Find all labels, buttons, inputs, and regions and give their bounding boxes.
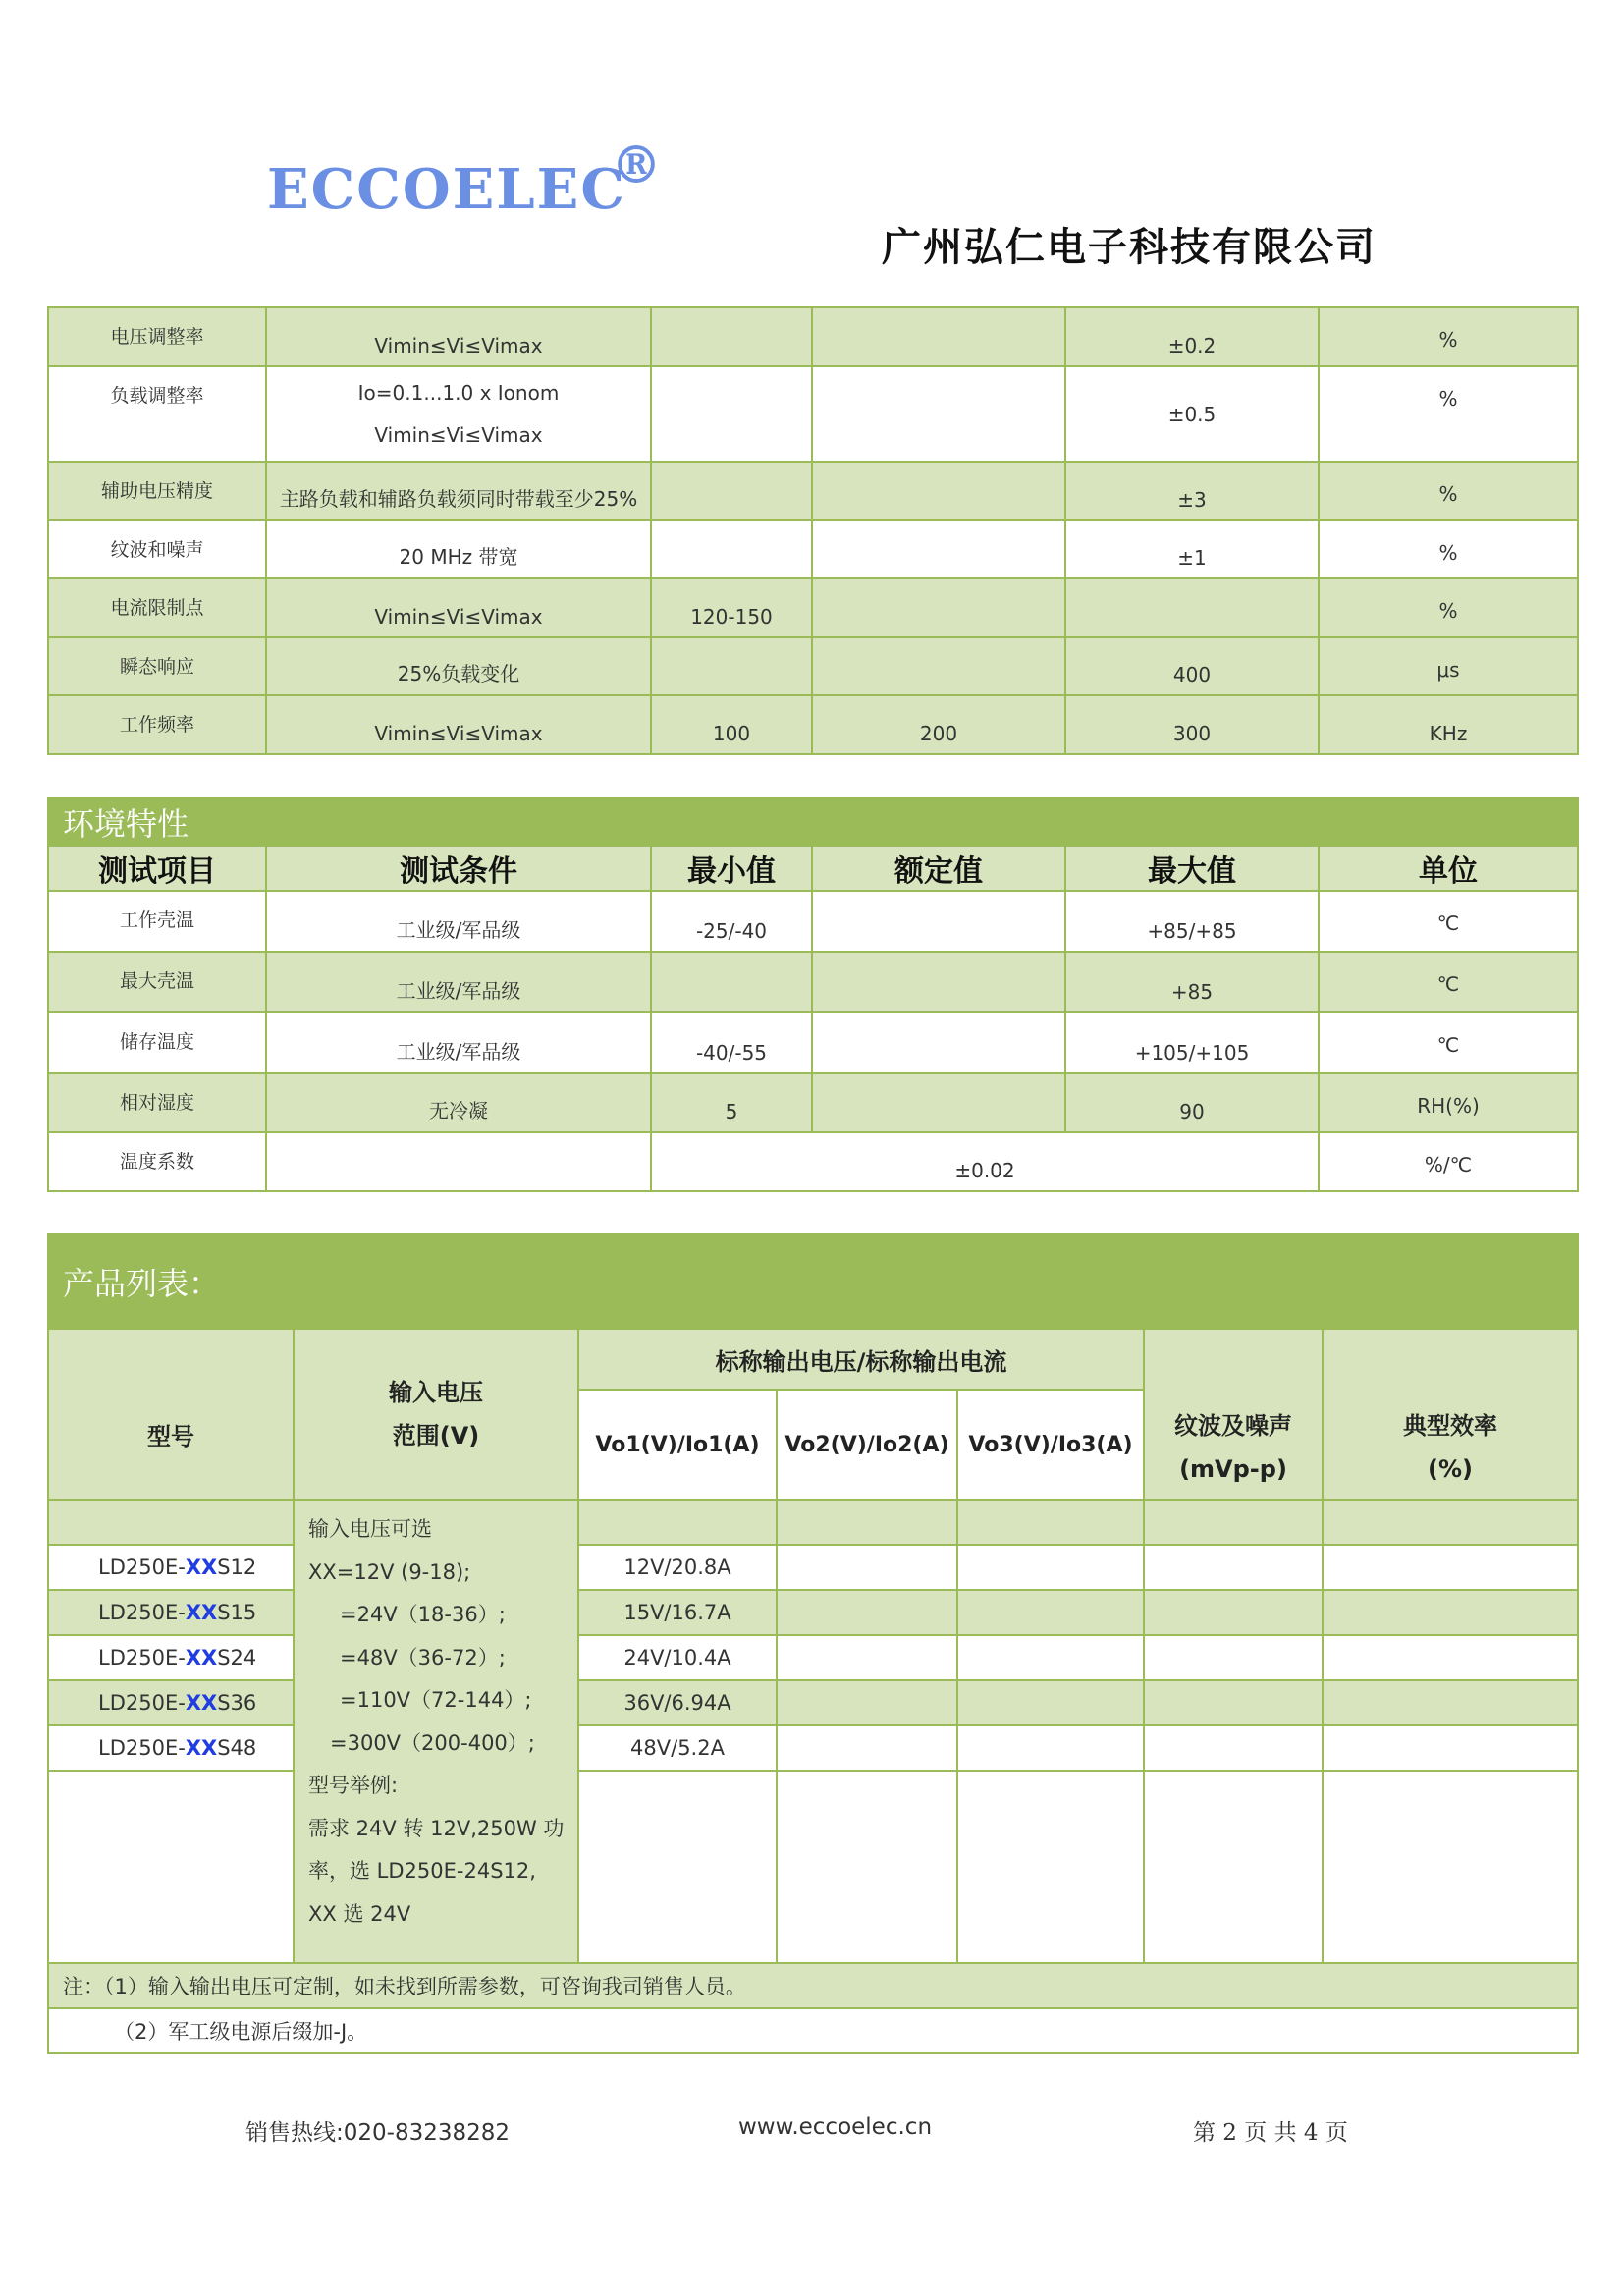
section-title: 环境特性: [48, 798, 1578, 846]
env-typ: [812, 891, 1065, 952]
output-vo1: 12V/20.8A: [578, 1545, 777, 1590]
spec-unit: %: [1319, 578, 1578, 637]
ripple-value: [1144, 1680, 1323, 1725]
output-vo2: [777, 1635, 957, 1680]
table-row: [48, 1725, 1578, 1771]
table-header-row: [48, 846, 1578, 891]
env-condition: [266, 1132, 651, 1191]
column-header-line: (%): [1428, 1455, 1473, 1483]
ripple-value: [1144, 1725, 1323, 1771]
spec-max: 300: [1065, 695, 1319, 754]
model-name: LD250E-XXS48: [48, 1725, 294, 1771]
env-unit: %/℃: [1319, 1132, 1578, 1191]
spec-condition: Vimin≤Vi≤Vimax: [266, 578, 651, 637]
spec-max: ±0.5: [1065, 366, 1319, 462]
page-number: 第 2 页 共 4 页: [1193, 2120, 1348, 2146]
column-header-input: [294, 1329, 578, 1500]
spec-min: [651, 366, 812, 462]
spec-min: [651, 462, 812, 520]
spec-item: 电压调整率: [48, 307, 266, 366]
column-header-vo2: Vo2(V)/Io2(A): [777, 1390, 957, 1500]
desc-line: =300V（200-400）;: [330, 1730, 535, 1755]
empty-cell: [777, 1500, 957, 1545]
desc-line: 型号举例:: [308, 1774, 399, 1797]
env-item: 相对湿度: [48, 1073, 266, 1132]
spec-condition: 25%负载变化: [266, 637, 651, 695]
spec-item: 电流限制点: [48, 578, 266, 637]
env-min: -40/-55: [651, 1012, 812, 1073]
output-vo2: [777, 1725, 957, 1771]
spec-typ: [812, 520, 1065, 578]
output-vo2: [777, 1545, 957, 1590]
spec-max: ±3: [1065, 462, 1319, 520]
table-row: [48, 520, 1578, 578]
spec-item: 工作频率: [48, 695, 266, 754]
spec-min: [651, 307, 812, 366]
spec-max: 400: [1065, 637, 1319, 695]
spec-max: ±0.2: [1065, 307, 1319, 366]
registered-mark: ®: [611, 136, 662, 195]
efficiency-value: [1323, 1725, 1578, 1771]
column-header-model: 型号: [48, 1329, 294, 1500]
env-condition: 工业级/军品级: [266, 891, 651, 952]
desc-line: XX=12V (9-18);: [308, 1559, 471, 1584]
empty-cell: [1323, 1771, 1578, 1963]
efficiency-value: [1323, 1680, 1578, 1725]
table-row: [48, 1635, 1578, 1680]
spec-condition: [266, 366, 651, 462]
column-header: 测试条件: [266, 846, 651, 891]
env-typ: [812, 1012, 1065, 1073]
input-voltage-description: [294, 1500, 578, 1963]
model-name: LD250E-XXS15: [48, 1590, 294, 1635]
column-header-line: 典型效率: [1403, 1412, 1497, 1440]
table-row: [48, 1073, 1578, 1132]
model-name: LD250E-XXS36: [48, 1680, 294, 1725]
spec-typ: [812, 578, 1065, 637]
note-text: （2）军工级电源后缀加-J。: [48, 2008, 1578, 2053]
table-header-row: [48, 1329, 1578, 1390]
output-vo1: 36V/6.94A: [578, 1680, 777, 1725]
ripple-value: [1144, 1635, 1323, 1680]
company-name: 广州弘仁电子科技有限公司: [882, 225, 1377, 270]
efficiency-value: [1323, 1635, 1578, 1680]
sales-hotline: 销售热线:020-83238282: [245, 2120, 511, 2146]
column-header-efficiency: [1323, 1329, 1578, 1500]
desc-line: 输入电压可选: [308, 1517, 432, 1541]
spec-unit: KHz: [1319, 695, 1578, 754]
desc-line: =110V（72-144）;: [340, 1688, 532, 1712]
product-list-table: [47, 1233, 1579, 2054]
spec-max: ±1: [1065, 520, 1319, 578]
env-typ: [812, 952, 1065, 1012]
note-text: 注：（1）输入输出电压可定制，如未找到所需参数，可咨询我司销售人员。: [48, 1963, 1578, 2008]
column-header-ripple: [1144, 1329, 1323, 1500]
env-min: [651, 952, 812, 1012]
column-header-output-group: 标称输出电压/标称输出电流: [578, 1329, 1144, 1390]
model-name: LD250E-XXS24: [48, 1635, 294, 1680]
spec-unit: %: [1319, 520, 1578, 578]
spec-item: 辅助电压精度: [48, 462, 266, 520]
output-vo1: 15V/16.7A: [578, 1590, 777, 1635]
table-row: [48, 462, 1578, 520]
spec-condition: Vimin≤Vi≤Vimax: [266, 695, 651, 754]
env-typ: [812, 1073, 1065, 1132]
section-header: [48, 1234, 1578, 1329]
spec-max: [1065, 578, 1319, 637]
empty-cell: [1144, 1500, 1323, 1545]
spec-min: [651, 520, 812, 578]
spec-min: [651, 637, 812, 695]
spec-item: 纹波和噪声: [48, 520, 266, 578]
electrical-spec-table: [47, 306, 1579, 755]
spec-min: 120-150: [651, 578, 812, 637]
env-min: 5: [651, 1073, 812, 1132]
ripple-value: [1144, 1545, 1323, 1590]
empty-cell: [777, 1771, 957, 1963]
output-vo1: 24V/10.4A: [578, 1635, 777, 1680]
output-vo3: [957, 1725, 1144, 1771]
website-link[interactable]: www.eccoelec.cn: [738, 2114, 933, 2140]
company-logo: ECCOELEC: [267, 157, 626, 222]
spec-condition: Vimin≤Vi≤Vimax: [266, 307, 651, 366]
empty-cell: [957, 1500, 1144, 1545]
env-unit: ℃: [1319, 891, 1578, 952]
table-row: [48, 366, 1578, 462]
spec-typ: 200: [812, 695, 1065, 754]
env-max: +85/+85: [1065, 891, 1319, 952]
column-header: 最大值: [1065, 846, 1319, 891]
column-header-line: 范围(V): [392, 1422, 480, 1449]
spec-condition-line: Vimin≤Vi≤Vimax: [374, 422, 543, 447]
table-row: [48, 891, 1578, 952]
empty-cell: [578, 1771, 777, 1963]
output-vo3: [957, 1590, 1144, 1635]
empty-cell: [1323, 1500, 1578, 1545]
column-header: 单位: [1319, 846, 1578, 891]
env-max: +105/+105: [1065, 1012, 1319, 1073]
column-header-line: 输入电压: [389, 1379, 483, 1406]
column-header-line: (mVp-p): [1179, 1455, 1287, 1483]
desc-line: =48V（36-72）;: [340, 1645, 506, 1669]
spec-item: 瞬态响应: [48, 637, 266, 695]
env-value: ±0.02: [651, 1132, 1319, 1191]
spec-min: 100: [651, 695, 812, 754]
spec-unit: %: [1319, 462, 1578, 520]
column-header-vo1: Vo1(V)/Io1(A): [578, 1390, 777, 1500]
column-header: 测试项目: [48, 846, 266, 891]
spec-condition: 主路负载和辅路负载须同时带载至少25%: [266, 462, 651, 520]
table-row: [48, 637, 1578, 695]
column-header: 最小值: [651, 846, 812, 891]
environment-table: [47, 797, 1579, 1192]
spec-typ: [812, 637, 1065, 695]
table-row: [48, 1012, 1578, 1073]
model-name: LD250E-XXS12: [48, 1545, 294, 1590]
note-row: [48, 2008, 1578, 2053]
ripple-value: [1144, 1590, 1323, 1635]
section-header: [48, 798, 1578, 846]
table-row: [48, 1132, 1578, 1191]
env-min: -25/-40: [651, 891, 812, 952]
env-item: 温度系数: [48, 1132, 266, 1191]
column-header: 额定值: [812, 846, 1065, 891]
efficiency-value: [1323, 1545, 1578, 1590]
spec-item: 负载调整率: [48, 366, 266, 462]
env-max: 90: [1065, 1073, 1319, 1132]
empty-cell: [578, 1500, 777, 1545]
env-max: +85: [1065, 952, 1319, 1012]
env-condition: 工业级/军品级: [266, 952, 651, 1012]
efficiency-value: [1323, 1590, 1578, 1635]
spec-typ: [812, 462, 1065, 520]
output-vo3: [957, 1545, 1144, 1590]
empty-cell: [48, 1500, 294, 1545]
spec-condition: 20 MHz 带宽: [266, 520, 651, 578]
desc-line: 率，选 LD250E-24S12,: [308, 1859, 536, 1883]
table-row: [48, 1590, 1578, 1635]
output-vo3: [957, 1635, 1144, 1680]
table-row: [48, 1680, 1578, 1725]
env-item: 最大壳温: [48, 952, 266, 1012]
table-row: [48, 1500, 1578, 1545]
env-item: 工作壳温: [48, 891, 266, 952]
table-row: [48, 1771, 1578, 1963]
env-unit: ℃: [1319, 952, 1578, 1012]
table-row: [48, 1545, 1578, 1590]
spec-unit: μs: [1319, 637, 1578, 695]
table-row: [48, 952, 1578, 1012]
empty-cell: [1144, 1771, 1323, 1963]
empty-cell: [48, 1771, 294, 1963]
spec-typ: [812, 307, 1065, 366]
table-row: [48, 695, 1578, 754]
table-row: [48, 578, 1578, 637]
empty-cell: [957, 1771, 1144, 1963]
env-unit: ℃: [1319, 1012, 1578, 1073]
output-vo2: [777, 1680, 957, 1725]
output-vo1: 48V/5.2A: [578, 1725, 777, 1771]
output-vo3: [957, 1680, 1144, 1725]
desc-line: XX 选 24V: [308, 1901, 411, 1926]
spec-unit: %: [1319, 366, 1578, 462]
note-row: [48, 1963, 1578, 2008]
section-title: 产品列表：: [48, 1234, 1578, 1329]
spec-typ: [812, 366, 1065, 462]
table-row: [48, 307, 1578, 366]
env-item: 储存温度: [48, 1012, 266, 1073]
env-condition: 无冷凝: [266, 1073, 651, 1132]
env-condition: 工业级/军品级: [266, 1012, 651, 1073]
column-header-line: 纹波及噪声: [1174, 1412, 1292, 1440]
desc-line: =24V（18-36）;: [340, 1603, 506, 1626]
column-header-vo3: Vo3(V)/Io3(A): [957, 1390, 1144, 1500]
spec-unit: %: [1319, 307, 1578, 366]
spec-condition-line: Io=0.1...1.0 x Ionom: [357, 380, 560, 405]
env-unit: RH(%): [1319, 1073, 1578, 1132]
output-vo2: [777, 1590, 957, 1635]
desc-line: 需求 24V 转 12V,250W 功: [308, 1816, 565, 1840]
